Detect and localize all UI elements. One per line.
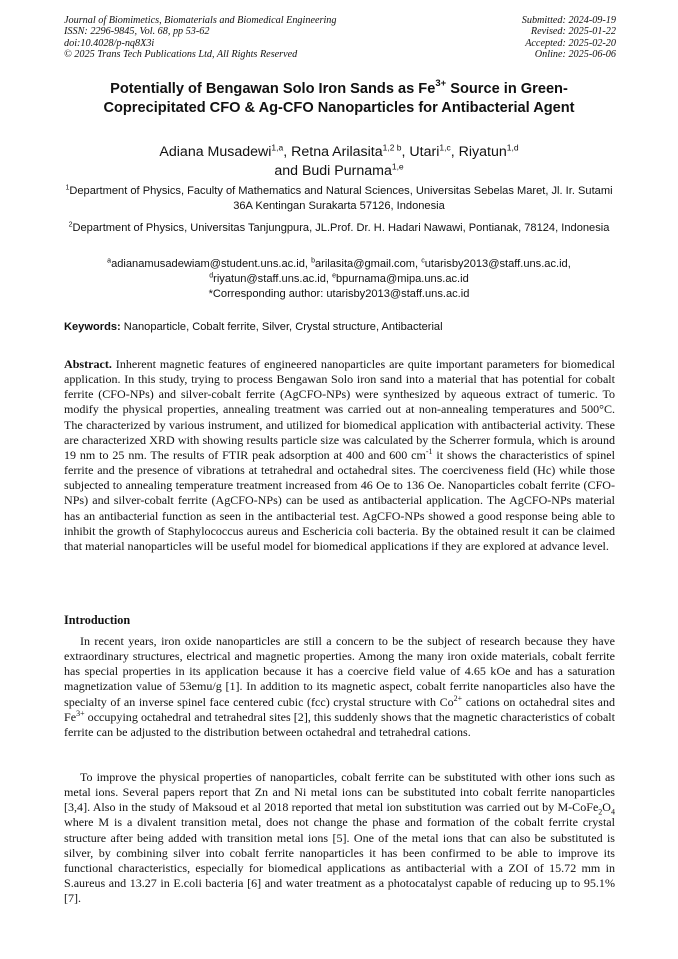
journal-copyright: © 2025 Trans Tech Publications Ltd, All Rights Reserved (64, 48, 298, 60)
paragraph-text: occupying octahedral and tetrahedral sites [2], this suddenly shows that the magnetic characteristics of cobalt ferrite can be adjusted to the distribution between octahedral and tetrahedral cations. (64, 709, 615, 739)
email-address[interactable]: adianamusadewiam@student.uns.ac.id, (111, 258, 312, 270)
date-online: Online: 2025-06-06 (534, 48, 616, 60)
email-mark: a (107, 257, 112, 265)
email-mark: d (209, 272, 214, 280)
author-name: Riyatun (458, 144, 507, 160)
author-name: Budi Purnama (301, 162, 392, 179)
affiliation-1 (64, 184, 614, 214)
date-accepted: Accepted: 2025-02-20 (525, 37, 616, 49)
author-affiliation-mark: 1,d (506, 142, 519, 153)
title-part-2: Source in Green-Coprecipitated CFO & Ag-CFO Nanoparticles for Antibacterial Agent (103, 81, 575, 116)
abstract-text: Inherent magnetic features of engineered nanoparticles are quite important parameters for biomedical application. In this study, trying to process Bengawan Solo iron sand into a material that has potential for cobalt ferrite (CFO-NPs) and silver-cobalt ferrite (AgCFO-NPs) were synthesized by aqueous extract of tumeric. To modify the physical properties, annealing treatment was carried out at non-annealing temperatures and 500°C. The characterized by various instrument, and utilized for biomedical application with antibacterial activity. These are characterized XRD with showing results particle size was calculated by the Scherrer formula, which is around 19 nm to 25 nm. The results of FTIR peak adsorption at 400 and 600 cm (64, 357, 615, 462)
abstract-text-continued: it shows the characteristics of spinel ferrite and the presence of vibrations at tetrahedral and octahedral sites. The coerciveness field (Hc) while those subjected to annealing temperature treatment increased from 46 Oe to 136 Oe. Nanoparticles cobalt ferrite (CFO-NPs) and silver-cobalt ferrite (AgCFO-NPs) can be used as antibacterial application. The AgCFO-NPs material has an antibacterial function as seen in the antibacterial test. AgCFO-NPs showed a good response being able to inhibit the growth of Staphylococcus aureus and Eschericia coli bacteria. By the obtained result it can be claimed that material nanoparticles will be useful model for biomedical applications if they are explored at advance level. (64, 447, 615, 553)
paragraph-text: To improve the physical properties of nanoparticles, cobalt ferrite can be substituted with other ions such as metal ions. Several papers report that Zn and Ni metal ions can be substituted into cobalt ferrite nanoparticles [3,4]. Also in the study of Maksoud et al 2018 reported that metal ion substitution was carried out by M-CoFe (64, 770, 615, 815)
paper-title (84, 80, 594, 117)
journal-header-left (64, 15, 424, 60)
email-address[interactable]: bpurnama@mipa.uns.ac.id (336, 273, 469, 286)
email-mark: e (332, 272, 337, 280)
introduction-paragraph-1 (64, 634, 615, 740)
abstract (64, 357, 615, 554)
author-affiliation-mark: 1,c (439, 142, 451, 153)
affiliation-mark: 2 (68, 221, 73, 229)
subscript: 4 (611, 807, 615, 817)
subscript: 2 (598, 807, 603, 817)
journal-name: Journal of Biomimetics, Biomaterials and Biomedical Engineering (64, 15, 337, 26)
email-address[interactable]: riyatun@staff.uns.ac.id, (213, 273, 333, 286)
paragraph-text: where M is a divalent transition metal, does not change the phase and formation of the cobalt ferrite crystal structure after being added with transition metal ions [5]. One of the metal ions that can also be substituted is silver, by combining silver into cobalt ferrite nanoparticles it has been confirmed to be able to improve its functional characteristics, especially for biomedical applications as antibacterial with a ZOI of 15.72 mm in S.aureus and 13.27 in E.coli bacteria [6] and water treatment as a photocatalyst capable of reducing up to 95.1% [7]. (64, 815, 615, 906)
author-list (84, 143, 594, 180)
keywords-text: Nanoparticle, Cobalt ferrite, Silver, Crystal structure, Antibacterial (120, 321, 443, 333)
corresponding-author: *Corresponding author: utarisby2013@staff.uns.ac.id (208, 288, 470, 301)
affiliation-mark: 1 (65, 184, 70, 192)
introduction-paragraph-2 (64, 770, 615, 906)
author-name: Utari (409, 144, 440, 160)
keywords (64, 320, 614, 334)
author-name: Adiana Musadewi (159, 144, 272, 160)
affiliation-2 (64, 221, 614, 236)
email-block (64, 257, 614, 303)
superscript: 2+ (453, 693, 463, 703)
journal-issn: ISSN: 2296-9845, Vol. 68, pp 53-62 (64, 26, 210, 38)
journal-header-right (416, 15, 616, 60)
author-separator: , (283, 144, 292, 160)
section-heading-introduction: Introduction (64, 613, 131, 627)
author-affiliation-mark: 1,a (271, 142, 284, 153)
paragraph-text: In recent years, iron oxide nanoparticles are still a concern to be the subject of research because they have extraordinary structures, electrical and magnetic properties. Among the many iron oxide materials, cobalt ferrite has special properties in its application because it has a coercive field value of 4.65 kOe and has a saturation magnetization value of 53emu/g [1]. In addition to its magnetic aspect, cobalt ferrite nanoparticles also have the specialty of an inverse spinel face centered cubic (fcc) crystal structure with Co (64, 634, 615, 709)
author-separator: , (401, 144, 410, 160)
journal-doi: doi:10.4028/p-nq8X3i (64, 37, 155, 49)
date-revised: Revised: 2025-01-22 (530, 26, 616, 38)
keywords-label: Keywords: (64, 321, 121, 333)
paragraph-text: O (602, 800, 611, 815)
affiliation-text: Department of Physics, Universitas Tanjungpura, JL.Prof. Dr. H. Hadari Nawawi, Pontianak, 78124, Indonesia (72, 222, 610, 234)
paragraph-text: cations on octahedral sites and Fe (64, 694, 615, 724)
abstract-superscript: -1 (425, 446, 433, 456)
author-separator: , (450, 144, 459, 160)
author-name: Retna Arilasita (291, 144, 383, 160)
affiliation-text: Department of Physics, Faculty of Mathematics and Natural Sciences, Universitas Sebelas Maret, Jl. Ir. Sutami 36A Kentingan Surakarta 57126, Indonesia (69, 185, 613, 213)
title-superscript: 3+ (435, 78, 447, 90)
superscript: 3+ (76, 708, 85, 718)
abstract-label: Abstract. (64, 357, 112, 371)
email-mark: b (311, 257, 315, 265)
author-affiliation-mark: 1,e (391, 160, 404, 171)
email-address[interactable]: utarisby2013@staff.uns.ac.id, (424, 258, 571, 270)
author-affiliation-mark: 1,2 b (382, 142, 402, 153)
title-part-1: Potentially of Bengawan Solo Iron Sands as Fe (110, 81, 436, 97)
email-address[interactable]: arilasita@gmail.com, (314, 258, 422, 270)
date-submitted: Submitted: 2024-09-19 (521, 15, 616, 26)
author-separator: and (274, 162, 302, 179)
email-mark: c (421, 257, 425, 265)
